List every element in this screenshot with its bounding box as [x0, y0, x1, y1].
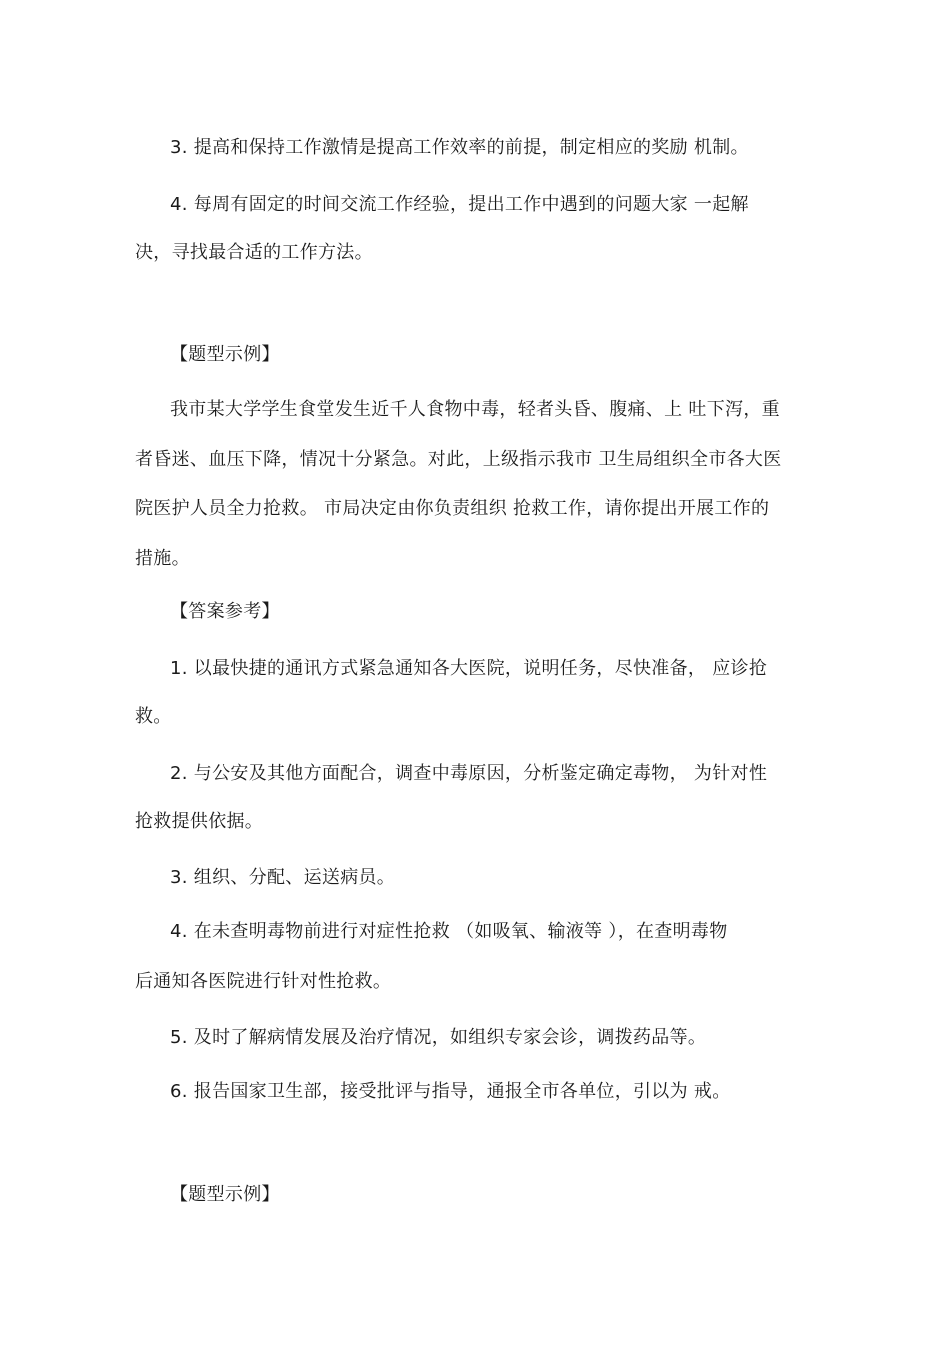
- answer-item-3: 3. 组织、分配、运送病员。: [170, 867, 396, 888]
- answer-item-4-line-2: 后通知各医院进行针对性抢救。: [135, 971, 392, 992]
- list-item-4-line-1: 4. 每周有固定的时间交流工作经验，提出工作中遇到的问题大家 一起解: [170, 194, 749, 215]
- list-item-3-line-1: 3. 提高和保持工作激情是提高工作效率的前提，制定相应的奖励 机制。: [170, 137, 749, 158]
- list-item-4-line-2: 决，寻找最合适的工作方法。: [135, 242, 373, 263]
- answer-item-4-line-1: 4. 在未查明毒物前进行对症性抢救 （如吸氧、输液等 ），在查明毒物: [170, 921, 728, 942]
- answer-item-2-line-1: 2. 与公安及其他方面配合，调查中毒原因，分析鉴定确定毒物， 为针对性: [170, 763, 768, 784]
- section-heading-example-2: 【题型示例】: [170, 1184, 280, 1205]
- section-heading-answer: 【答案参考】: [170, 601, 280, 622]
- answer-item-5: 5. 及时了解病情发展及治疗情况，如组织专家会诊，调拨药品等。: [170, 1027, 707, 1048]
- example-paragraph-line-2: 者昏迷、血压下降，情况十分紧急。对此，上级指示我市 卫生局组织全市各大医: [135, 449, 782, 470]
- answer-item-1-line-1: 1. 以最快捷的通讯方式紧急通知各大医院，说明任务，尽快准备， 应诊抢: [170, 658, 768, 679]
- example-paragraph-line-1: 我市某大学学生食堂发生近千人食物中毒，轻者头昏、腹痛、上 吐下泻，重: [170, 399, 780, 420]
- answer-item-2-line-2: 抢救提供依据。: [135, 811, 264, 832]
- example-paragraph-line-4: 措施。: [135, 548, 190, 569]
- answer-item-1-line-2: 救。: [135, 706, 172, 727]
- section-heading-example: 【题型示例】: [170, 344, 280, 365]
- answer-item-6: 6. 报告国家卫生部，接受批评与指导，通报全市各单位，引以为 戒。: [170, 1081, 731, 1102]
- example-paragraph-line-3: 院医护人员全力抢救。 市局决定由你负责组织 抢救工作，请你提出开展工作的: [135, 498, 770, 519]
